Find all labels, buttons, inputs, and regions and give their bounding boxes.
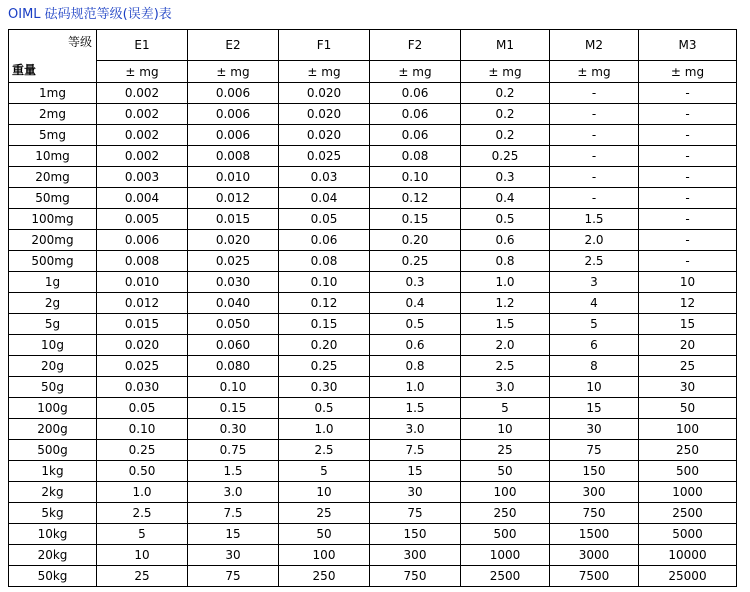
tolerance-cell: 0.06 [370, 125, 461, 146]
tolerance-cell: 0.020 [97, 335, 188, 356]
tolerance-cell: 0.75 [188, 440, 279, 461]
tolerance-cell: 0.06 [370, 83, 461, 104]
tolerance-cell: 750 [370, 566, 461, 587]
tolerance-cell: - [639, 209, 737, 230]
tolerance-cell: 0.003 [97, 167, 188, 188]
header-row-units [9, 61, 737, 83]
tolerance-cell: - [639, 167, 737, 188]
tolerance-cell: 0.025 [97, 356, 188, 377]
weight-cell: 5g [9, 314, 97, 335]
tolerance-cell: 0.30 [279, 377, 370, 398]
tolerance-cell: 0.020 [279, 104, 370, 125]
tolerance-cell: 0.10 [279, 272, 370, 293]
tolerance-cell: 15 [188, 524, 279, 545]
tolerance-cell: 0.080 [188, 356, 279, 377]
tolerance-cell: 75 [370, 503, 461, 524]
tolerance-cell: 3.0 [370, 419, 461, 440]
tolerance-cell: 0.10 [188, 377, 279, 398]
weight-cell: 20kg [9, 545, 97, 566]
weight-cell: 2kg [9, 482, 97, 503]
tolerance-cell: 1.5 [550, 209, 639, 230]
tolerance-cell: - [639, 230, 737, 251]
table-row [9, 230, 737, 251]
tolerance-cell: 5 [279, 461, 370, 482]
class-header-m2: M2 [550, 30, 639, 61]
tolerance-cell: 25 [279, 503, 370, 524]
weight-cell: 50mg [9, 188, 97, 209]
tolerance-cell: 0.020 [188, 230, 279, 251]
unit-header-f1: ± mg [279, 61, 370, 83]
tolerance-cell: 15 [370, 461, 461, 482]
tolerance-cell: 3 [550, 272, 639, 293]
tolerance-cell: 0.050 [188, 314, 279, 335]
tolerance-cell: 1.0 [279, 419, 370, 440]
tolerance-cell: 0.008 [188, 146, 279, 167]
tolerance-cell: 20 [639, 335, 737, 356]
tolerance-cell: 4 [550, 293, 639, 314]
tolerance-cell: 1.5 [461, 314, 550, 335]
table-row [9, 503, 737, 524]
weight-cell: 50g [9, 377, 97, 398]
table-row [9, 104, 737, 125]
tolerance-cell: - [550, 125, 639, 146]
tolerance-cell: 2.0 [461, 335, 550, 356]
tolerance-cell: 0.005 [97, 209, 188, 230]
tolerance-cell: 300 [550, 482, 639, 503]
weight-cell: 100g [9, 398, 97, 419]
tolerance-cell: 25 [461, 440, 550, 461]
tolerance-cell: 12 [639, 293, 737, 314]
unit-header-e1: ± mg [97, 61, 188, 83]
tolerance-cell: 7500 [550, 566, 639, 587]
table-row [9, 251, 737, 272]
tolerance-cell: 2.5 [279, 440, 370, 461]
tolerance-cell: 0.25 [97, 440, 188, 461]
tolerance-cell: 0.08 [370, 146, 461, 167]
tolerance-cell: 0.05 [97, 398, 188, 419]
weight-cell: 200mg [9, 230, 97, 251]
tolerance-cell: 10 [279, 482, 370, 503]
tolerance-cell: 0.25 [279, 356, 370, 377]
tolerance-cell: 0.12 [279, 293, 370, 314]
tolerance-cell: 0.012 [97, 293, 188, 314]
tolerance-cell: 0.2 [461, 104, 550, 125]
tolerance-cell: - [639, 83, 737, 104]
weight-cell: 5kg [9, 503, 97, 524]
corner-header-cell [9, 30, 97, 83]
grade-label: 等级 [67, 35, 92, 49]
tolerance-cell: - [550, 167, 639, 188]
tolerance-cell: 500 [639, 461, 737, 482]
table-row [9, 146, 737, 167]
tolerance-cell: 30 [370, 482, 461, 503]
tolerance-cell: 2.5 [550, 251, 639, 272]
table-row [9, 272, 737, 293]
table-body [9, 83, 737, 587]
tolerance-cell: 75 [188, 566, 279, 587]
tolerance-cell: 3.0 [188, 482, 279, 503]
tolerance-cell: 0.015 [188, 209, 279, 230]
tolerance-cell: 0.030 [97, 377, 188, 398]
tolerance-cell: - [550, 104, 639, 125]
unit-header-m3: ± mg [639, 61, 737, 83]
tolerance-cell: 2500 [461, 566, 550, 587]
class-header-m3: M3 [639, 30, 737, 61]
unit-header-e2: ± mg [188, 61, 279, 83]
class-header-m1: M1 [461, 30, 550, 61]
weight-cell: 100mg [9, 209, 97, 230]
tolerance-cell: 0.5 [279, 398, 370, 419]
tolerance-cell: 0.006 [97, 230, 188, 251]
tolerance-cell: 0.05 [279, 209, 370, 230]
tolerance-cell: 0.015 [97, 314, 188, 335]
tolerance-cell: 500 [461, 524, 550, 545]
tolerance-cell: - [639, 188, 737, 209]
tolerance-cell: - [550, 146, 639, 167]
tolerance-cell: 0.025 [188, 251, 279, 272]
tolerance-cell: 0.10 [97, 419, 188, 440]
tolerance-cell: 10 [639, 272, 737, 293]
tolerance-cell: 0.006 [188, 125, 279, 146]
tolerance-cell: 1.2 [461, 293, 550, 314]
tolerance-cell: 100 [461, 482, 550, 503]
weight-cell: 1kg [9, 461, 97, 482]
tolerance-cell: 25000 [639, 566, 737, 587]
tolerance-cell: 50 [279, 524, 370, 545]
tolerance-cell: 0.15 [188, 398, 279, 419]
tolerance-cell: 0.06 [370, 104, 461, 125]
tolerance-cell: 0.006 [188, 104, 279, 125]
tolerance-cell: - [550, 188, 639, 209]
tolerance-cell: 0.10 [370, 167, 461, 188]
unit-header-m2: ± mg [550, 61, 639, 83]
weight-cell: 5mg [9, 125, 97, 146]
tolerance-cell: 0.020 [279, 83, 370, 104]
tolerance-cell: 10 [97, 545, 188, 566]
class-header-e1: E1 [97, 30, 188, 61]
tolerance-cell: 1.0 [97, 482, 188, 503]
tolerance-cell: 1.5 [188, 461, 279, 482]
table-row [9, 566, 737, 587]
tolerance-cell: 0.004 [97, 188, 188, 209]
tolerance-cell: 250 [639, 440, 737, 461]
table-header [9, 30, 737, 83]
table-row [9, 398, 737, 419]
tolerance-cell: 0.20 [370, 230, 461, 251]
tolerance-cell: 3.0 [461, 377, 550, 398]
table-row [9, 335, 737, 356]
tolerance-cell: 0.8 [461, 251, 550, 272]
tolerance-cell: 0.025 [279, 146, 370, 167]
tolerance-cell: 25 [639, 356, 737, 377]
tolerance-cell: 0.2 [461, 125, 550, 146]
tolerance-cell: 0.20 [279, 335, 370, 356]
tolerance-cell: 250 [279, 566, 370, 587]
table-row [9, 524, 737, 545]
weight-cell: 500mg [9, 251, 97, 272]
tolerance-cell: 0.25 [461, 146, 550, 167]
tolerance-cell: 10 [550, 377, 639, 398]
weight-cell: 20mg [9, 167, 97, 188]
tolerance-cell: 1.5 [370, 398, 461, 419]
tolerance-cell: 0.50 [97, 461, 188, 482]
table-row [9, 377, 737, 398]
unit-header-m1: ± mg [461, 61, 550, 83]
class-header-e2: E2 [188, 30, 279, 61]
weight-label: 重量 [12, 63, 37, 77]
tolerance-cell: 2.0 [550, 230, 639, 251]
table-row [9, 83, 737, 104]
oiml-weight-table [8, 29, 737, 587]
tolerance-cell: 5 [461, 398, 550, 419]
tolerance-cell: 0.08 [279, 251, 370, 272]
tolerance-cell: 100 [639, 419, 737, 440]
tolerance-cell: 5000 [639, 524, 737, 545]
tolerance-cell: 7.5 [188, 503, 279, 524]
tolerance-cell: 750 [550, 503, 639, 524]
tolerance-cell: - [639, 104, 737, 125]
header-row-classes [9, 30, 737, 61]
tolerance-cell: 10 [461, 419, 550, 440]
tolerance-cell: 0.002 [97, 104, 188, 125]
weight-cell: 50kg [9, 566, 97, 587]
tolerance-cell: 0.006 [188, 83, 279, 104]
tolerance-cell: 0.3 [461, 167, 550, 188]
unit-header-f2: ± mg [370, 61, 461, 83]
tolerance-cell: 0.03 [279, 167, 370, 188]
tolerance-cell: 10000 [639, 545, 737, 566]
tolerance-cell: 0.3 [370, 272, 461, 293]
tolerance-cell: 0.15 [279, 314, 370, 335]
tolerance-cell: 1500 [550, 524, 639, 545]
class-header-f1: F1 [279, 30, 370, 61]
tolerance-cell: 0.8 [370, 356, 461, 377]
tolerance-cell: 0.020 [279, 125, 370, 146]
tolerance-cell: 0.6 [461, 230, 550, 251]
table-row [9, 545, 737, 566]
tolerance-cell: 15 [639, 314, 737, 335]
weight-cell: 500g [9, 440, 97, 461]
tolerance-cell: 0.5 [370, 314, 461, 335]
tolerance-cell: - [639, 251, 737, 272]
tolerance-cell: 0.002 [97, 83, 188, 104]
table-row [9, 188, 737, 209]
tolerance-cell: 0.2 [461, 83, 550, 104]
tolerance-cell: 150 [550, 461, 639, 482]
tolerance-cell: 0.4 [461, 188, 550, 209]
tolerance-cell: 2.5 [97, 503, 188, 524]
tolerance-cell: 30 [550, 419, 639, 440]
tolerance-cell: 0.002 [97, 125, 188, 146]
tolerance-cell: 7.5 [370, 440, 461, 461]
weight-cell: 2mg [9, 104, 97, 125]
weight-cell: 1g [9, 272, 97, 293]
tolerance-cell: 1.0 [461, 272, 550, 293]
table-row [9, 419, 737, 440]
tolerance-cell: 75 [550, 440, 639, 461]
table-row [9, 440, 737, 461]
tolerance-cell: 15 [550, 398, 639, 419]
tolerance-cell: 0.6 [370, 335, 461, 356]
tolerance-cell: 2.5 [461, 356, 550, 377]
tolerance-cell: 2500 [639, 503, 737, 524]
table-row [9, 293, 737, 314]
tolerance-cell: 0.040 [188, 293, 279, 314]
tolerance-cell: - [550, 83, 639, 104]
tolerance-cell: 0.010 [188, 167, 279, 188]
tolerance-cell: 0.30 [188, 419, 279, 440]
tolerance-cell: 1000 [639, 482, 737, 503]
weight-cell: 20g [9, 356, 97, 377]
tolerance-cell: 0.06 [279, 230, 370, 251]
tolerance-cell: 1000 [461, 545, 550, 566]
tolerance-cell: 0.04 [279, 188, 370, 209]
tolerance-cell: 0.030 [188, 272, 279, 293]
tolerance-cell: 1.0 [370, 377, 461, 398]
tolerance-cell: 30 [188, 545, 279, 566]
tolerance-cell: 300 [370, 545, 461, 566]
table-row [9, 314, 737, 335]
tolerance-cell: 3000 [550, 545, 639, 566]
tolerance-cell: 0.002 [97, 146, 188, 167]
tolerance-cell: 0.012 [188, 188, 279, 209]
weight-cell: 10kg [9, 524, 97, 545]
tolerance-cell: 0.4 [370, 293, 461, 314]
tolerance-cell: 0.5 [461, 209, 550, 230]
weight-cell: 2g [9, 293, 97, 314]
tolerance-cell: 0.25 [370, 251, 461, 272]
tolerance-cell: 150 [370, 524, 461, 545]
table-row [9, 461, 737, 482]
table-row [9, 356, 737, 377]
tolerance-cell: 30 [639, 377, 737, 398]
weight-cell: 10g [9, 335, 97, 356]
class-header-f2: F2 [370, 30, 461, 61]
weight-cell: 10mg [9, 146, 97, 167]
table-row [9, 125, 737, 146]
weight-cell: 1mg [9, 83, 97, 104]
tolerance-cell: 0.12 [370, 188, 461, 209]
page-title: OIML 砝码规范等级(误差)表 [8, 7, 172, 22]
tolerance-cell: - [639, 146, 737, 167]
tolerance-cell: 0.15 [370, 209, 461, 230]
weight-cell: 200g [9, 419, 97, 440]
tolerance-cell: 0.060 [188, 335, 279, 356]
table-row [9, 167, 737, 188]
table-row [9, 209, 737, 230]
tolerance-cell: 25 [97, 566, 188, 587]
tolerance-cell: - [639, 125, 737, 146]
tolerance-cell: 5 [97, 524, 188, 545]
tolerance-cell: 0.010 [97, 272, 188, 293]
tolerance-cell: 50 [639, 398, 737, 419]
tolerance-cell: 6 [550, 335, 639, 356]
tolerance-cell: 0.008 [97, 251, 188, 272]
tolerance-cell: 250 [461, 503, 550, 524]
tolerance-cell: 8 [550, 356, 639, 377]
tolerance-cell: 50 [461, 461, 550, 482]
table-row [9, 482, 737, 503]
tolerance-cell: 100 [279, 545, 370, 566]
tolerance-cell: 5 [550, 314, 639, 335]
